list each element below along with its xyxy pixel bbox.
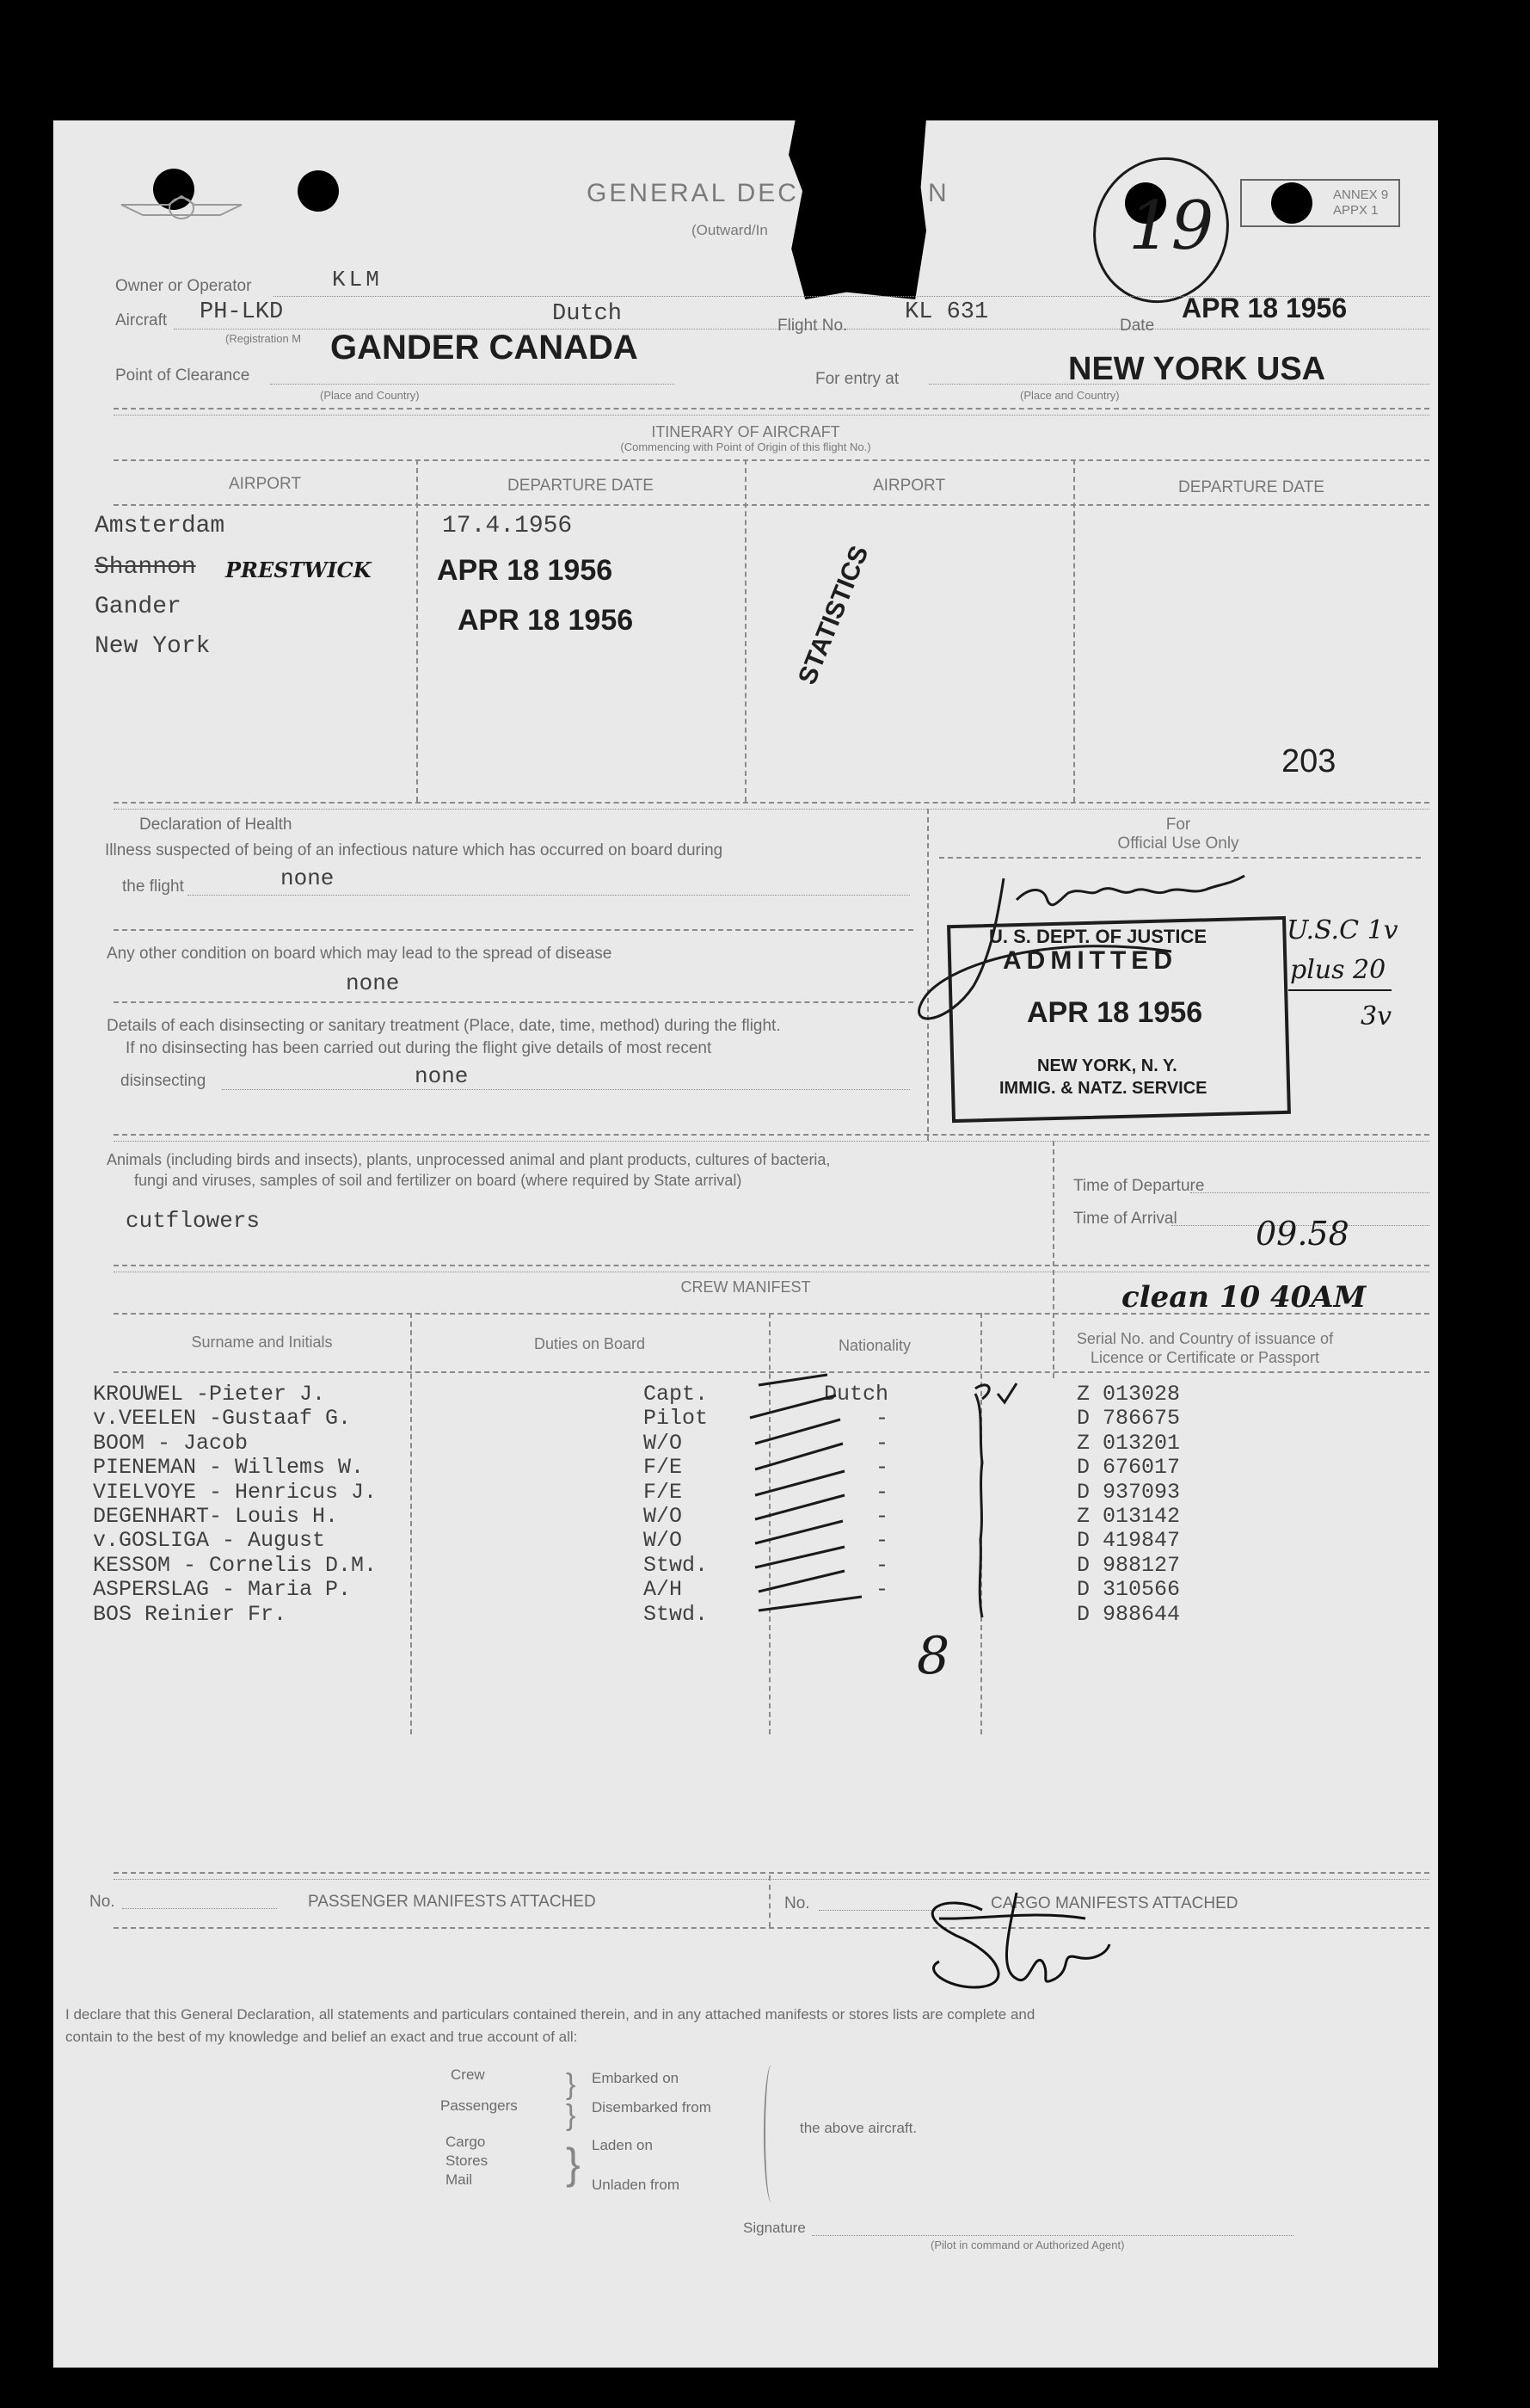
crew-nationality: - [876,1455,889,1481]
crew-serial: D 937093 [1077,1479,1181,1505]
crew-nationality: - [876,1528,889,1554]
crew-nationality: - [876,1430,889,1456]
crew-duty: W/O [643,1528,683,1554]
divider-2 [114,802,1429,804]
health-disinsect-value: none [415,1063,469,1089]
itin-header-line [114,504,1429,506]
health-disinsect-label-3: disinsecting [120,1072,206,1090]
stamp-line-4: IMMIG. & NATZ. SERVICE [999,1079,1207,1098]
health-flight-label: the flight [122,878,184,896]
itin-col-airport-2: AIRPORT [872,477,946,495]
time-departure-label: Time of Departure [1073,1177,1205,1195]
divider-2b [114,809,1429,810]
crew-duty: Pilot [643,1406,709,1432]
crew-col-serial: Serial No. and Country of issuance of [1076,1330,1334,1347]
crew-name: DEGENHART- Louis H. [93,1504,339,1529]
decl-crew: Crew [451,2066,485,2083]
divider-1 [114,408,1429,410]
annex-label: ANNEX 9 [1333,188,1389,202]
decl-above-aircraft: the above aircraft. [800,2120,918,2136]
captain-signature [888,1858,1128,2013]
annex-sub: APPX 1 [1333,203,1379,218]
entry-label: For entry at [815,370,900,388]
entry-note: (Place and Country) [1020,389,1120,402]
brace-left-1: } [566,2068,576,2101]
itin-airport-2-note: PRESTWICK [225,557,372,582]
crew-serial: Z 013201 [1077,1430,1181,1456]
animals-label-2: fungi and viruses, samples of soil and fertilizer on board (where required by State arrival) [134,1172,742,1189]
health-line-2 [114,1001,913,1003]
cargo-no-label: No. [784,1894,810,1912]
crew-duty: Capt. [643,1382,709,1407]
itin-col-airport: AIRPORT [228,475,302,493]
crew-name: v.VEELEN -Gustaaf G. [93,1406,352,1432]
health-disinsect-line [222,1089,910,1090]
itin-airport-2: Shannon [95,554,196,581]
crew-duty: Stwd. [643,1601,709,1627]
time-departure-line [1190,1192,1429,1193]
clearance-label: Point of Clearance [115,366,250,385]
form-subtitle: (Outward/In [691,222,768,238]
health-disinsect-label: Details of each disinsecting or sanitary treatment (Place, date, time, method) during the flight. [107,1017,781,1035]
crew-serial: D 988127 [1077,1552,1181,1578]
crew-tick-marks [724,1342,1034,1824]
decl-passengers: Passengers [440,2097,518,2114]
entry-stamp: NEW YORK USA [1068,351,1326,387]
crew-nationality: - [876,1479,889,1505]
brace-left-2: } [566,2099,576,2132]
itin-date-1: 17.4.1956 [442,513,573,539]
stamp-line-2: ADMITTED [1003,946,1177,975]
crew-col-duties: Duties on Board [533,1335,646,1352]
divider-4 [114,1265,1429,1266]
official-note-3: 3v [1361,1001,1392,1032]
circled-number: 19 [1128,188,1214,265]
crew-duty: W/O [643,1430,683,1456]
health-other-value: none [346,970,400,996]
official-note-line [1288,989,1392,991]
torn-paper-area [789,120,926,299]
crew-col-serial-2: Licence or Certificate or Passport [1090,1349,1320,1366]
crew-duty: Stwd. [643,1552,709,1578]
crew-duty: W/O [643,1504,683,1529]
itin-col-departure-2: DEPARTURE DATE [1178,478,1324,496]
aircraft-label: Aircraft [115,311,168,329]
health-line-1 [114,929,913,931]
crew-name: KESSOM - Cornelis D.M. [93,1552,378,1578]
crew-col-line-1 [410,1313,412,1734]
divider-1b [114,415,1429,416]
statistics-stamp: STATISTICS [793,541,875,689]
crew-name: VIELVOYE - Henricus J. [93,1479,378,1505]
itin-col-line-2 [745,459,747,802]
crew-duty: F/E [643,1479,683,1505]
form-title-right: N [928,179,947,207]
crew-serial: Z 013028 [1077,1382,1181,1407]
crew-nationality: - [876,1504,889,1529]
itin-airport-1: Amsterdam [95,513,225,539]
divider-6 [114,1927,1429,1929]
itin-airport-4: New York [95,633,211,660]
crew-name: KROUWEL -Pieter J. [93,1382,326,1407]
crew-duty: A/H [643,1577,683,1603]
signature-note: (Pilot in command or Authorized Agent) [931,2239,1125,2251]
crew-duty: F/E [643,1455,683,1481]
stamp-date: APR 18 1956 [1027,996,1203,1029]
form-title-left: GENERAL DEC [587,179,799,207]
date-stamp: APR 18 1956 [1182,293,1348,323]
klm-logo-icon [117,188,246,231]
passenger-manifests-label: PASSENGER MANIFESTS ATTACHED [308,1893,596,1911]
divider-5b [114,1879,1429,1880]
passenger-no-label: No. [89,1893,115,1911]
clearance-stamp: GANDER CANADA [330,329,638,366]
signature-line [812,2235,1293,2236]
crew-name: BOOM - Jacob [93,1430,249,1456]
time-arrival-value: 09.58 [1256,1215,1349,1253]
crew-name: ASPERSLAG - Maria P. [93,1577,352,1603]
crew-name: v.GOSLIGA - August [93,1528,326,1554]
crew-name: PIENEMAN - Willems W. [93,1455,365,1481]
itin-airport-3: Gander [95,594,181,620]
health-other-label: Any other condition on board which may lead to the spread of disease [107,945,612,963]
health-flight-line [187,895,910,896]
health-illness-label: Illness suspected of being of an infectious nature which has occurred on board during [105,841,723,859]
health-title: Declaration of Health [139,816,292,834]
crew-serial: D 310566 [1077,1577,1181,1603]
decl-disembarked: Disembarked from [592,2099,711,2115]
time-arrival-label: Time of Arrival [1073,1210,1177,1228]
aircraft-registration: PH-LKD [200,299,284,325]
date-label: Date [1120,317,1155,335]
crew-col-name: Surname and Initials [191,1333,333,1351]
itin-col-line-1 [416,459,418,802]
brace-left-3: } [566,2140,581,2188]
crew-serial: D 676017 [1077,1455,1181,1481]
flight-no-value: KL 631 [905,299,989,325]
crew-title: CREW MANIFEST [680,1278,811,1296]
health-disinsect-label-2: If no disinsecting has been carried out during the flight give details of most recent [126,1039,712,1057]
crew-handwritten-count: 8 [917,1626,950,1686]
owner-value: KLM [332,267,383,293]
aircraft-nationality: Dutch [552,301,623,327]
divider-5 [114,1872,1429,1874]
manifest-col-line [769,1875,771,1927]
brace-right [764,2065,779,2202]
animals-value: cutflowers [126,1208,261,1234]
crew-serial: D 419847 [1077,1528,1181,1554]
crew-nationality: - [876,1577,889,1603]
punch-hole-left-2 [298,170,339,212]
divider-3b [114,1141,1429,1142]
official-note-1: U.S.C 1v [1287,915,1398,945]
itinerary-top-line [114,459,1429,461]
decl-unladen: Unladen from [592,2177,680,2193]
health-illness-value: none [280,865,335,891]
general-declaration-form [53,120,1438,2368]
registration-note: (Registration M [225,332,302,345]
itin-date-2: APR 18 1956 [437,554,613,587]
animals-label: Animals (including birds and insects), plants, unprocessed animal and plant products, cultures of bacteria, [107,1151,831,1168]
crew-serial: D 786675 [1077,1406,1181,1432]
divider-3 [114,1134,1429,1136]
stamp-number: 203 [1281,743,1336,779]
crew-name: BOS Reinier Fr. [93,1601,287,1627]
stamp-line-3: NEW YORK, N. Y. [1037,1056,1177,1075]
declaration-text: I declare that this General Declaration, all statements and particulars contained therein, and in any attached manifests or stores lists are complete and [65,2006,1035,2023]
crew-nationality: - [876,1552,889,1578]
itin-col-line-3 [1073,459,1075,802]
crew-serial: D 988644 [1077,1601,1181,1627]
decl-cargo: Cargo [445,2134,486,2150]
declaration-text-2: contain to the best of my knowledge and belief an exact and true account of all: [65,2029,578,2045]
decl-mail: Mail [445,2171,473,2188]
crew-nationality: Dutch [824,1382,889,1407]
official-title: Official Use Only [1117,834,1239,853]
crew-col-nationality: Nationality [838,1337,912,1354]
closing-note: clean 10 40AM [1121,1280,1367,1315]
cargo-manifests-label: CARGO MANIFESTS ATTACHED [991,1894,1238,1912]
decl-embarked: Embarked on [592,2070,679,2086]
flight-no-label: Flight No. [777,317,848,335]
official-for-label: For [1165,816,1191,834]
crew-serial: Z 013142 [1077,1504,1181,1529]
itinerary-subtitle: (Commencing with Point of Origin of this flight No.) [620,440,871,453]
owner-label: Owner or Operator [115,277,252,295]
crew-nationality: - [876,1406,889,1432]
crew-top-line [114,1313,1429,1315]
clearance-line [270,384,674,385]
official-note-2: plus 20 [1290,955,1386,985]
decl-laden: Laden on [592,2137,653,2153]
itinerary-title: ITINERARY OF AIRCRAFT [651,423,840,440]
signature-label: Signature [743,2220,806,2236]
itin-date-3: APR 18 1956 [458,604,634,637]
passenger-no-line [122,1908,277,1909]
decl-stores: Stores [445,2152,488,2169]
itin-col-departure: DEPARTURE DATE [507,477,654,495]
clearance-note: (Place and Country) [320,389,420,402]
stamp-line-1: U. S. DEPT. OF JUSTICE [989,926,1207,947]
